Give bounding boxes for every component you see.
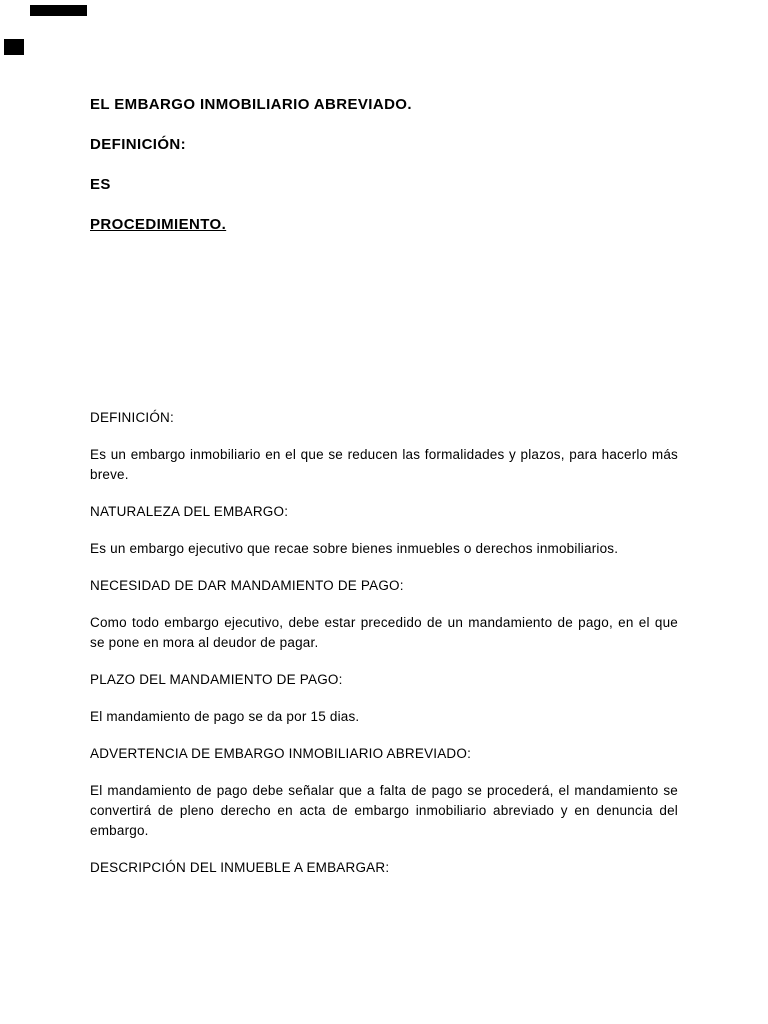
section-necesidad-mandamiento bbox=[90, 576, 678, 653]
section-advertencia bbox=[90, 744, 678, 841]
section-heading: DEFINICIÓN: bbox=[90, 410, 174, 425]
section-paragraph: El mandamiento de pago debe señalar que a falta de pago se procederá, el mandamiento se convertirá de pleno derecho en acta de embargo inmobiliario abreviado y en denuncia del embargo. bbox=[90, 783, 678, 838]
title-block bbox=[90, 95, 678, 235]
section-paragraph: Como todo embargo ejecutivo, debe estar precedido de un mandamiento de pago, en el que se pone en mora al deudor de pagar. bbox=[90, 615, 678, 650]
section-paragraph: Es un embargo ejecutivo que recae sobre bienes inmuebles o derechos inmobiliarios. bbox=[90, 541, 619, 556]
section-definicion bbox=[90, 408, 678, 485]
section-heading: ADVERTENCIA DE EMBARGO INMOBILIARIO ABREVIADO: bbox=[90, 746, 472, 761]
section-descripcion-inmueble bbox=[90, 858, 678, 878]
title-line-procedimiento: PROCEDIMIENTO. bbox=[90, 216, 227, 233]
section-heading: PLAZO DEL MANDAMIENTO DE PAGO: bbox=[90, 672, 343, 687]
title-line-definicion: DEFINICIÓN: bbox=[90, 136, 187, 153]
section-paragraph: Es un embargo inmobiliario en el que se reducen las formalidades y plazos, para hacerlo más breve. bbox=[90, 447, 678, 482]
scan-artifact-top bbox=[30, 5, 87, 16]
blank-space bbox=[90, 255, 678, 408]
scan-artifact-left bbox=[4, 39, 24, 55]
document-title: EL EMBARGO INMOBILIARIO ABREVIADO. bbox=[90, 96, 412, 113]
section-heading: DESCRIPCIÓN DEL INMUEBLE A EMBARGAR: bbox=[90, 860, 390, 875]
section-paragraph: El mandamiento de pago se da por 15 dias. bbox=[90, 709, 360, 724]
section-heading: NECESIDAD DE DAR MANDAMIENTO DE PAGO: bbox=[90, 578, 404, 593]
section-plazo-mandamiento bbox=[90, 670, 678, 727]
section-heading: NATURALEZA DEL EMBARGO: bbox=[90, 504, 289, 519]
section-naturaleza bbox=[90, 502, 678, 559]
title-line-es: ES bbox=[90, 176, 111, 193]
